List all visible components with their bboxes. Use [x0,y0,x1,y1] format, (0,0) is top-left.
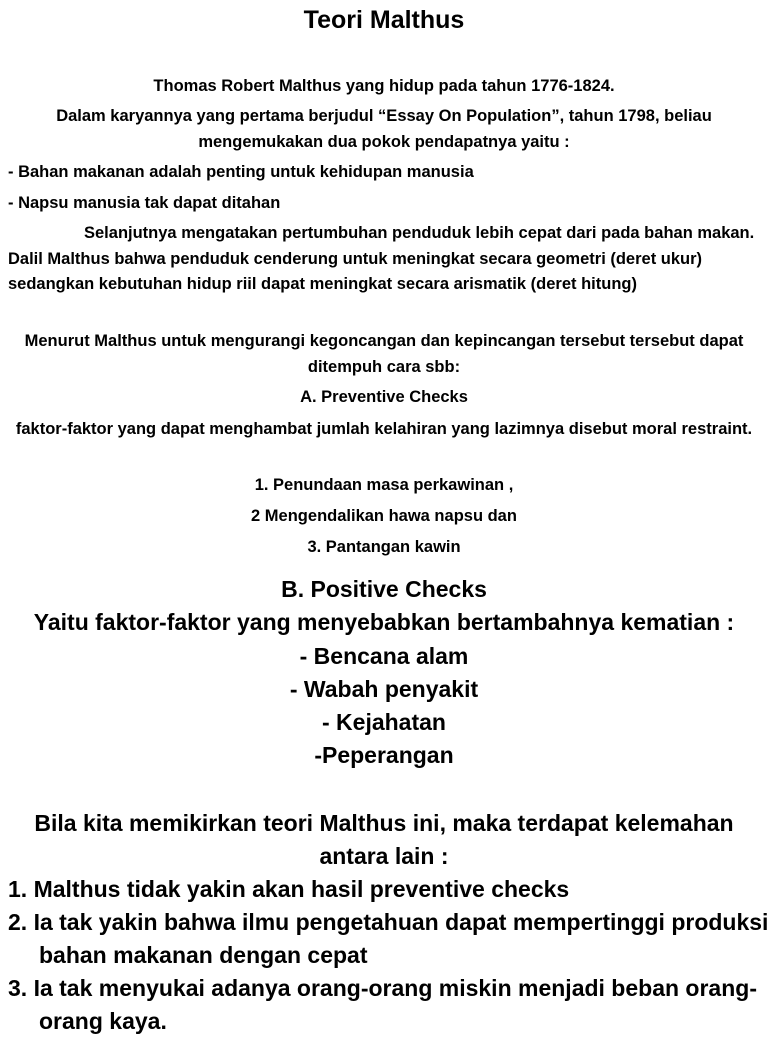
intro-line-2: Dalam karyannya yang pertama berjudul “Essay On Population”, tahun 1798, beliau mengemukakan dua pokok pendapatnya yaitu : [56,107,712,151]
intro-line-1: Thomas Robert Malthus yang hidup pada tahun 1776-1824. [153,77,615,95]
intro-point-2: - Napsu manusia tak dapat ditahan [8,194,281,212]
intro-paragraph: Selanjutnya mengatakan pertumbuhan penduduk lebih cepat dari pada bahan makan. Dalil Malthus bahwa penduduk cenderung untuk meningkat secara geometri (deret ukur) sedangkan kebutuhan hidup riil dapat meningkat secara arismatik (deret hitung) [8,224,755,293]
positive-item-4: -Peperangan [314,742,454,768]
weakness-intro: Bila kita memikirkan teori Malthus ini, maka terdapat kelemahan antara lain : [34,810,734,869]
positive-item-1: - Bencana alam [299,643,469,669]
positive-heading: B. Positive Checks [281,576,487,602]
preventive-heading: A. Preventive Checks [300,388,468,406]
preventive-description: faktor-faktor yang dapat menghambat jumlah kelahiran yang lazimnya disebut moral restraint. [15,420,753,438]
intro-remedy: Menurut Malthus untuk mengurangi kegoncangan dan kepincangan tersebut tersebut dapat ditempuh cara sbb: [24,332,744,376]
weakness-item-1: 1. Malthus tidak yakin akan hasil preventive checks [8,876,570,902]
preventive-item-1: 1. Penundaan masa perkawinan , [254,476,514,494]
preventive-item-2: 2 Mengendalikan hawa napsu dan [251,507,517,525]
weakness-item-3: 3. Ia tak menyukai adanya orang-orang miskin menjadi beban orang-orang kaya. [8,975,757,1034]
preventive-item-3: 3. Pantangan kawin [307,538,461,556]
page-title: Teori Malthus [303,6,465,34]
intro-point-1: - Bahan makanan adalah penting untuk kehidupan manusia [8,163,474,181]
positive-description: Yaitu faktor-faktor yang menyebabkan bertambahnya kematian : [33,609,735,635]
positive-item-3: - Kejahatan [322,709,446,735]
weakness-item-2: 2. Ia tak yakin bahwa ilmu pengetahuan dapat mempertinggi produksi bahan makanan dengan cepat [8,909,768,968]
positive-item-2: - Wabah penyakit [289,676,479,702]
